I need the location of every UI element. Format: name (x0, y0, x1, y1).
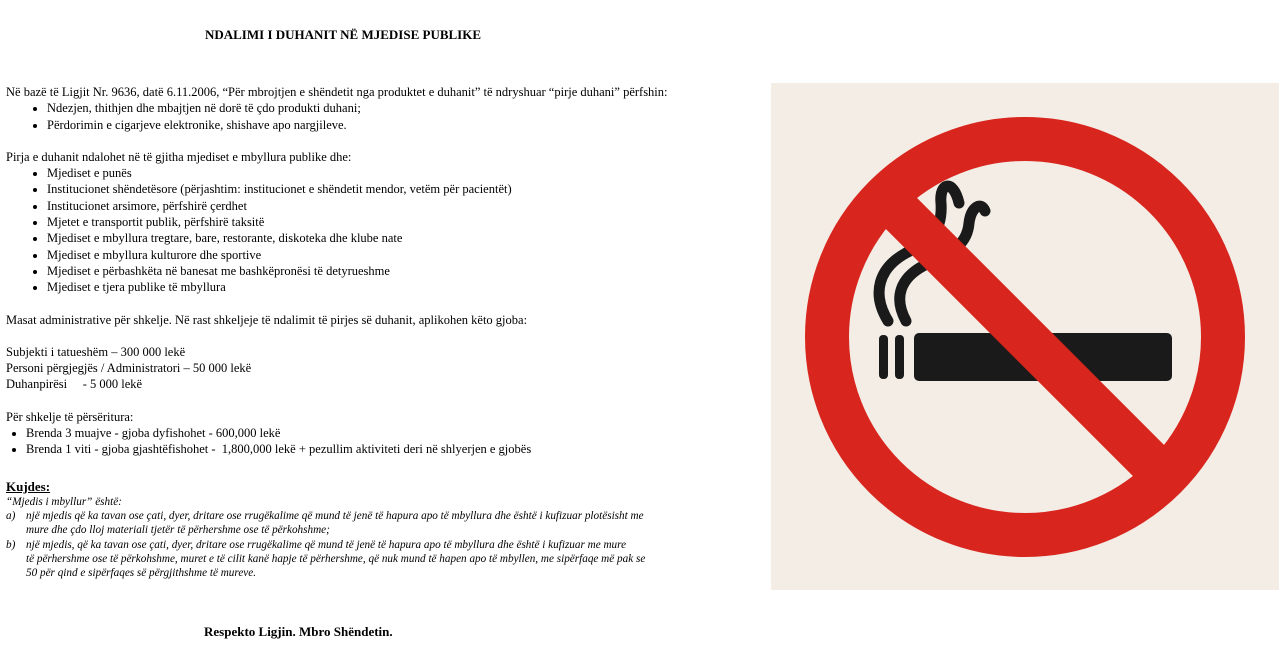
cigarette-ash-bar (895, 335, 904, 379)
list-item: • Përdorimin e cigarjeve elektronike, shishave apo nargjileve. (47, 117, 746, 133)
definition-line: të përhershme ose të përkohshme, muret e të cilit kanë hapje të përhershme, që nuk mund të hapen apo të mbyllen, me sipërfaqe më pak se (26, 552, 646, 565)
definition-item (6, 509, 746, 537)
page-title: NDALIMI I DUHANIT NË MJEDISE PUBLIKE (204, 27, 482, 42)
document-body (6, 84, 746, 580)
list-item: • Mjediset e punës (47, 165, 746, 181)
definition-mark: b) (6, 538, 16, 551)
list-item: • Mjediset e mbyllura tregtare, bare, restorante, diskoteka dhe klube nate (47, 230, 746, 246)
fines-intro: Masat administrative për shkelje. Në rast shkeljeje të ndalimit të pirjes së duhanit, aplikohen këto gjoba: (6, 312, 528, 327)
cigarette-ash-bar (879, 335, 888, 379)
list-item: • Mjediset e tjera publike të mbyllura (47, 279, 746, 295)
list-item: • Institucionet arsimore, përfshirë çerdhet (47, 198, 746, 214)
list-item: • Mjediset e mbyllura kulturore dhe sportive (47, 247, 746, 263)
prohibited-list (6, 165, 746, 295)
note-term: “Mjedis i mbyllur” është: (6, 495, 122, 508)
intro-list (6, 100, 746, 133)
list-item: • Institucionet shëndetësore (përjashtim: institucionet e shëndetit mendor, vetëm për pacientët) (47, 181, 746, 197)
definition-line: një mjedis që ka tavan ose çati, dyer, dritare ose rrugëkalime që mund të jenë të hapura apo të mbyllura dhe është i kufizuar plotësisht me (26, 510, 644, 523)
definition-line: një mjedis, që ka tavan ose çati, dyer, dritare ose rrugëkalime që mund të jenë të hapura apo të mbyllura dhe është i kufizuar me mure (26, 538, 627, 551)
intro-text: Në bazë të Ligjit Nr. 9636, datë 6.11.2006, “Për mbrojtjen e shëndetit nga produktet e duhanit” të ndryshuar “pirje duhani” përfshin: (6, 85, 668, 99)
no-smoking-icon (771, 83, 1279, 590)
list-item: • Brenda 3 muajve - gjoba dyfishohet - 600,000 lekë (26, 425, 746, 441)
footer-slogan: Respekto Ligjin. Mbro Shëndetin. (204, 624, 393, 639)
definition-item (6, 538, 746, 581)
list-item: • Brenda 1 viti - gjoba gjashtëfishohet - 1,800,000 lekë + pezullim aktiviteti deri në shlyerjen e gjobës (26, 441, 746, 457)
definition-mark: a) (6, 510, 16, 523)
fine-line: Personi përgjegjës / Administratori – 50 000 lekë (6, 361, 252, 376)
list-item: • Mjetet e transportit publik, përfshirë taksitë (47, 214, 746, 230)
repeat-list (6, 425, 746, 458)
repeat-intro: Për shkelje të përsëritura: (6, 409, 134, 424)
prohibited-intro: Pirja e duhanit ndalohet në të gjitha mjediset e mbyllura publike dhe: (6, 149, 352, 164)
fine-line: Subjekti i tatueshëm – 300 000 lekë (6, 344, 186, 359)
definition-line: mure dhe çdo lloj materiali tjetër të përhershme ose të përkohshme; (26, 524, 330, 537)
fine-line: Duhanpirësi - 5 000 lekë (6, 377, 143, 392)
no-smoking-sign (771, 83, 1279, 590)
note-heading: Kujdes: (6, 478, 51, 494)
list-item: • Ndezjen, thithjen dhe mbajtjen në dorë të çdo produkti duhani; (47, 100, 746, 116)
list-item: • Mjediset e përbashkëta në banesat me bashkëpronësi të detyrueshme (47, 263, 746, 279)
definition-line: 50 për qind e sipërfaqes së përgjithshme të mureve. (26, 566, 257, 579)
